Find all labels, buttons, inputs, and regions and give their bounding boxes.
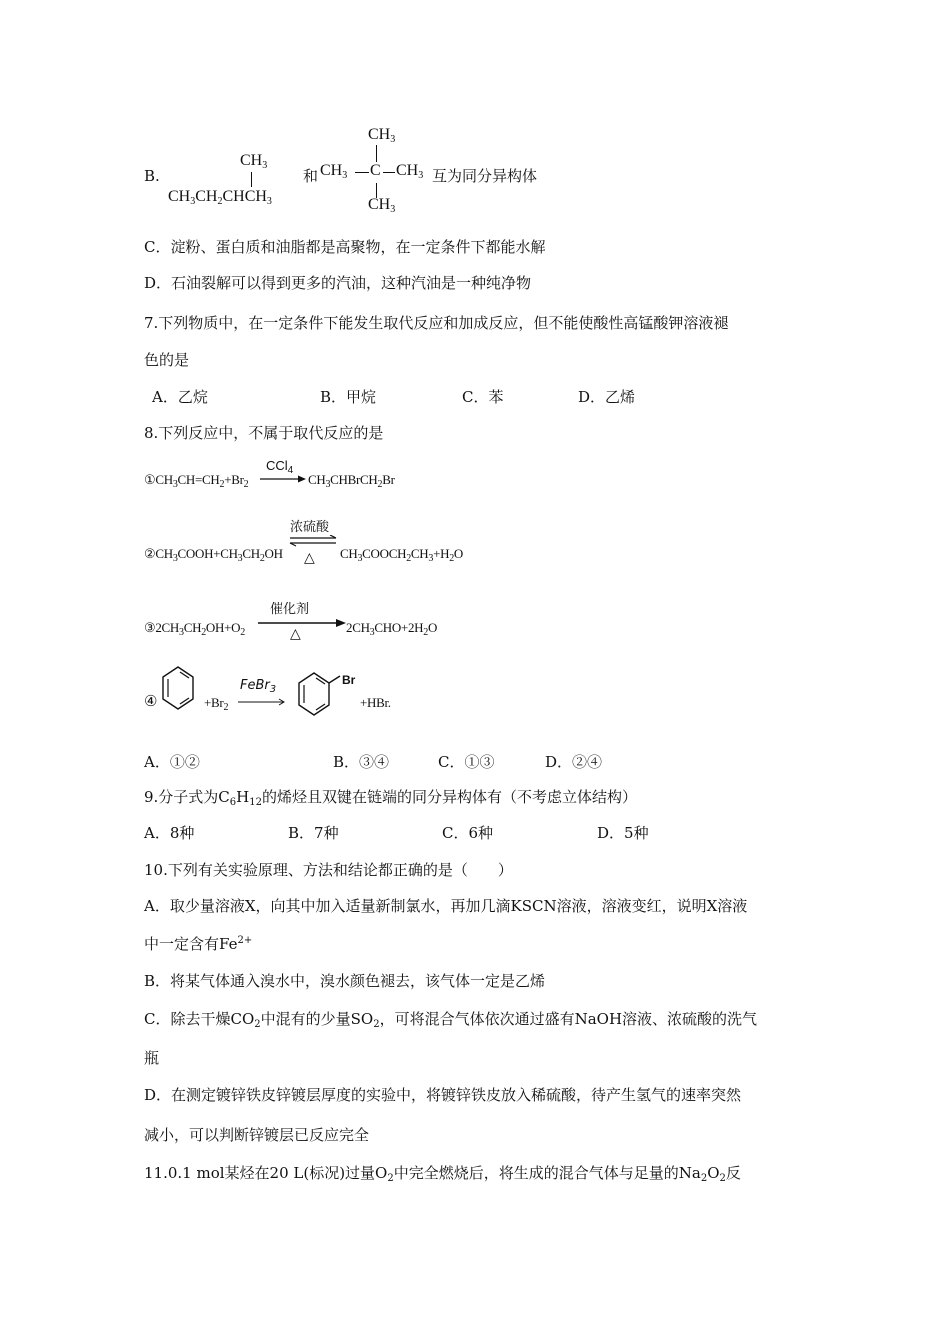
mol2-methyl-right: $CH_3$ <box>396 162 424 181</box>
q8-option-d: D．②④ <box>545 753 603 771</box>
mol2-methyl-bottom: $CH_3$ <box>368 196 396 215</box>
reaction-4-arrow <box>238 697 288 707</box>
q8-option-a: A．①② <box>144 753 200 771</box>
q7-option-b: B．甲烷 <box>320 388 377 406</box>
q6-option-b-label: B. <box>144 167 160 185</box>
q10-option-d-line2: 减小，可以判断锌镀层已反应完全 <box>144 1126 370 1144</box>
reaction-4-number: ④ <box>144 692 158 710</box>
mol2-center-carbon: C <box>370 162 381 179</box>
reaction-3-catalyst: 催化剂 <box>270 602 310 617</box>
reaction-1-product: $CH_3CHBrCH_2Br$ <box>308 472 395 490</box>
reaction-2-product: $CH_3COOCH_2CH_3+H_2O$ <box>340 546 463 564</box>
mol2-methyl-left: $CH_3$ <box>320 162 348 181</box>
reaction-3-product: $2CH_3CHO+2H_2O$ <box>346 620 438 638</box>
q7-stem-line1: 7.下列物质中，在一定条件下能发生取代反应和加成反应，但不能使酸性高锰酸钾溶液褪 <box>144 314 729 332</box>
q7-option-a: A．乙烷 <box>152 388 208 406</box>
q10-option-a-line2: 中一定含有$Fe^{2+}$ <box>144 935 253 953</box>
reaction-3-arrow <box>258 618 346 628</box>
q10-option-b: B．将某气体通入溴水中，溴水颜色褪去，该气体一定是乙烯 <box>144 972 546 990</box>
q9-option-b: B．7种 <box>288 824 339 842</box>
q7-stem-line2: 色的是 <box>144 351 190 369</box>
q6-option-d: D．石油裂解可以得到更多的汽油，这种汽油是一种纯净物 <box>144 274 532 292</box>
q10-option-c-line1: C．除去干燥$CO_2$中混有的少量$SO_2$，可将混合气体依次通过盛有NaOH溶液、浓硫酸的洗气 <box>144 1010 758 1030</box>
benzene-ring-icon <box>160 664 196 716</box>
reaction-2-equilibrium-arrow <box>288 535 338 547</box>
mol1-methyl-top: $CH_3$ <box>240 152 268 171</box>
reaction-4-catalyst: FeBr$_3$ <box>240 678 277 695</box>
q9-option-d: D．5种 <box>597 824 649 842</box>
reaction-2-reactants: $②CH_3COOH+CH_3CH_2OH$ <box>144 546 283 564</box>
q8-option-b: B．③④ <box>333 753 390 771</box>
q10-stem: 10.下列有关实验原理、方法和结论都正确的是（ ） <box>144 861 513 879</box>
q11-stem-line1: 11.0.1 mol某烃在20 L(标况)过量$O_2$中完全燃烧后，将生成的混合气体与足量的$Na_2O_2$反 <box>144 1164 741 1184</box>
reaction-4-substituent: Br <box>342 673 356 687</box>
q6-option-b-tail: 互为同分异构体 <box>432 167 538 185</box>
reaction-1-arrow <box>260 474 306 484</box>
q9-stem: 9.分子式为$C_6H_{12}$的烯烃且双键在链端的同分异构体有（不考虑立体结构） <box>144 788 638 808</box>
reaction-1-condition: CCl$_4$ <box>266 458 294 476</box>
q7-option-d: D．乙烯 <box>578 388 636 406</box>
q9-option-a: A．8种 <box>144 824 195 842</box>
q7-option-c: C．苯 <box>462 388 504 406</box>
q10-option-d-line1: D．在测定镀锌铁皮锌镀层厚度的实验中，将镀锌铁皮放入稀硫酸，待产生氢气的速率突然 <box>144 1086 742 1104</box>
q6-molecule-neopentane <box>320 126 432 218</box>
q8-stem: 8.下列反应中，不属于取代反应的是 <box>144 424 384 442</box>
q6-molecule-2-methylbutane <box>168 150 308 210</box>
reaction-3-heat: △ <box>290 626 301 642</box>
reaction-1-reactants: $①CH_3CH=CH_2+Br_2$ <box>144 472 249 490</box>
q10-option-a-line1: A．取少量溶液X，向其中加入适量新制氯水，再加几滴KSCN溶液，溶液变红，说明X溶液 <box>144 897 748 915</box>
q9-option-c: C．6种 <box>442 824 494 842</box>
q6-and: 和 <box>303 167 319 185</box>
reaction-3-reactants: $③2CH_3CH_2OH+O_2$ <box>144 620 245 638</box>
mol2-methyl-top: $CH_3$ <box>368 126 396 145</box>
mol1-main-chain: $CH_3CH_2CHCH_3$ <box>168 188 272 207</box>
reaction-2-catalyst: 浓硫酸 <box>290 520 330 535</box>
q10-option-c-line2: 瓶 <box>144 1049 160 1067</box>
q6-option-c: C．淀粉、蛋白质和油脂都是高聚物，在一定条件下都能水解 <box>144 238 546 256</box>
reaction-2-heat: △ <box>304 550 315 566</box>
q8-option-c: C．①③ <box>438 753 495 771</box>
reaction-4-bromine: $+Br_2$ <box>204 695 229 713</box>
reaction-4-product: +HBr. <box>360 695 391 710</box>
